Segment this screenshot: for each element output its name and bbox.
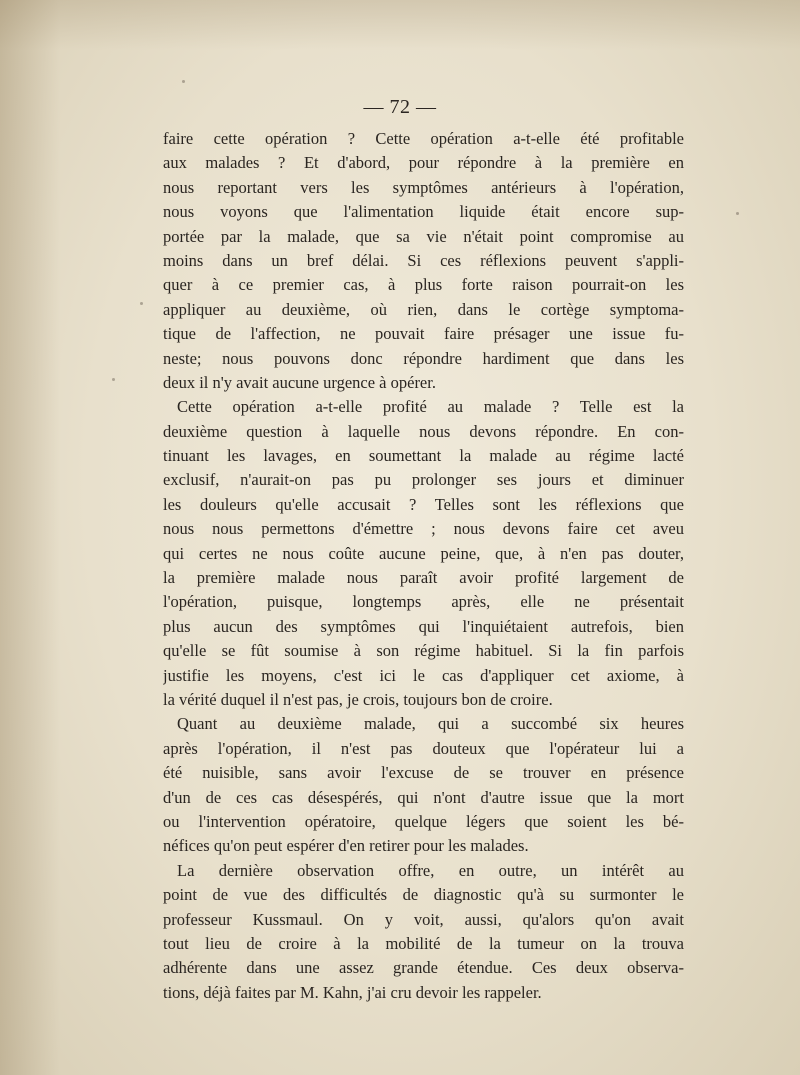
text-line: moins dans un bref délai. Si ces réflexions peuvent s'appli- (163, 250, 684, 270)
text-line: l'opération, puisque, longtemps après, elle ne présentait (163, 592, 684, 612)
text-line: la vérité duquel il n'est pas, je crois, toujours bon de croire. (163, 689, 553, 709)
text-line: été nuisible, sans avoir l'excuse de se trouver en présence (163, 763, 684, 783)
text-line: professeur Kussmaul. On y voit, aussi, qu'alors qu'on avait (163, 909, 684, 929)
text-line: aux malades ? Et d'abord, pour répondre à la première en (163, 153, 684, 173)
text-line: La dernière observation offre, en outre, un intérêt au (177, 860, 684, 880)
text-line: qui certes ne nous coûte aucune peine, que, à n'en pas douter, (163, 543, 684, 563)
text-line: néfices qu'on peut espérer d'en retirer pour les malades. (163, 836, 529, 856)
paper-speck (112, 378, 115, 381)
text-line: qu'elle se fût soumise à son régime habituel. Si la fin parfois (163, 641, 684, 661)
text-line: Cette opération a-t-elle profité au malade ? Telle est la (177, 397, 684, 417)
text-line: nous reportant vers les symptômes antérieurs à l'opération, (163, 177, 684, 197)
text-line: adhérente dans une assez grande étendue. Ces deux observa- (163, 958, 684, 978)
text-line: nous nous permettons d'émettre ; nous devons faire cet aveu (163, 519, 684, 539)
text-line: tinuant les lavages, en soumettant la malade au régime lacté (163, 446, 684, 466)
text-line: Quant au deuxième malade, qui a succombé six heures (177, 714, 684, 734)
text-line: après l'opération, il n'est pas douteux que l'opérateur lui a (163, 738, 684, 758)
text-line: point de vue des difficultés de diagnostic qu'à su surmonter le (163, 885, 684, 905)
text-line: deuxième question à laquelle nous devons répondre. En con- (163, 421, 684, 441)
body-text (163, 127, 684, 1005)
page-edge-shadow (0, 0, 60, 1075)
text-line: quer à ce premier cas, à plus forte raison pourrait-on les (163, 275, 684, 295)
text-line: tique de l'affection, ne pouvait faire présager une issue fu- (163, 324, 684, 344)
text-line: d'un de ces cas désespérés, qui n'ont d'autre issue que la mort (163, 787, 684, 807)
paper-speck (736, 212, 739, 215)
paper-speck (140, 302, 143, 305)
text-line: deux il n'y avait aucune urgence à opérer. (163, 372, 436, 392)
text-line: plus aucun des symptômes qui l'inquiétaient autrefois, bien (163, 616, 684, 636)
text-line: neste; nous pouvons donc répondre hardiment que dans les (163, 348, 684, 368)
page-top-shadow (0, 0, 800, 50)
text-line: appliquer au deuxième, où rien, dans le cortège symptoma- (163, 299, 684, 319)
page-number: — 72 — (363, 96, 437, 118)
paper-speck (182, 80, 185, 83)
text-line: nous voyons que l'alimentation liquide était encore sup- (163, 202, 684, 222)
text-line: les douleurs qu'elle accusait ? Telles sont les réflexions que (163, 494, 684, 514)
text-line: tout lieu de croire à la mobilité de la tumeur on la trouva (163, 933, 684, 953)
text-line: faire cette opération ? Cette opération a-t-elle été profitable (163, 129, 684, 148)
text-line: la première malade nous paraît avoir profité largement de (163, 568, 684, 588)
text-line: portée par la malade, que sa vie n'était point compromise au (163, 226, 684, 246)
text-line: exclusif, n'aurait-on pas pu prolonger ses jours et diminuer (163, 470, 684, 490)
text-line: tions, déjà faites par M. Kahn, j'ai cru devoir les rappeler. (163, 982, 542, 1002)
text-line: justifie les moyens, c'est ici le cas d'appliquer cet axiome, à (163, 665, 684, 685)
text-line: ou l'intervention opératoire, quelque légers que soient les bé- (163, 811, 684, 831)
